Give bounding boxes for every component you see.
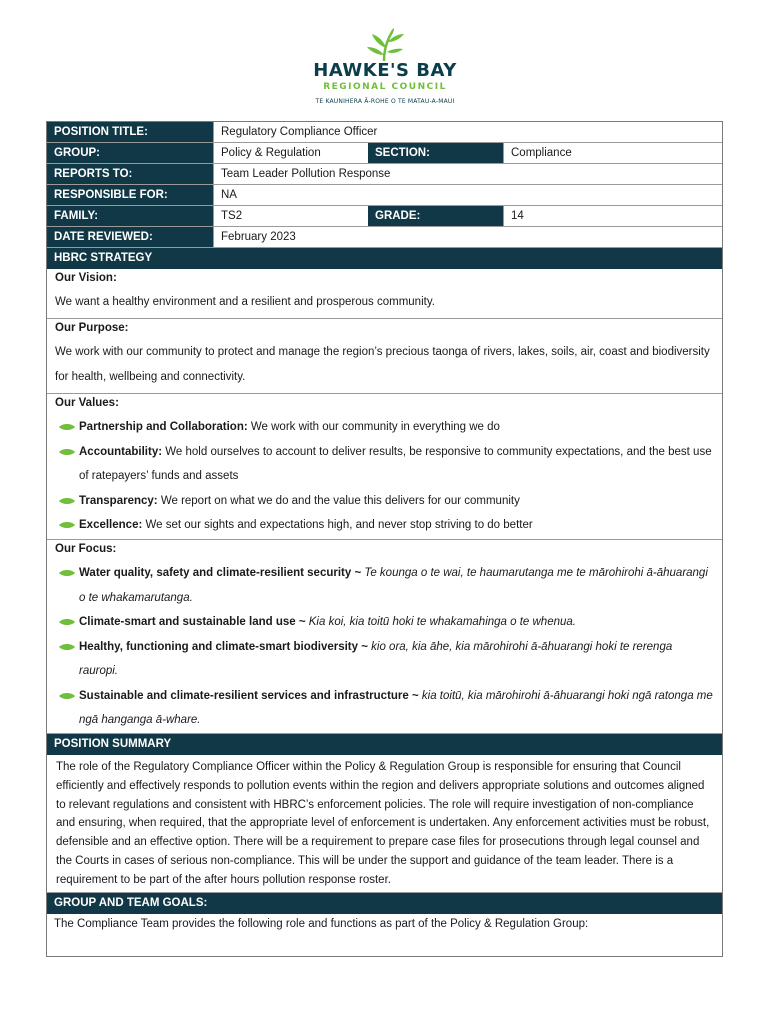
focus-maori-text: Kia koi, kia toitū hoki te whakamahinga o te whenua. xyxy=(308,616,576,628)
position-summary-heading: POSITION SUMMARY xyxy=(47,734,722,755)
focus-list xyxy=(55,561,714,733)
responsible-for-value: NA xyxy=(213,185,722,205)
position-title-label: POSITION TITLE: xyxy=(47,122,213,142)
value-title: Transparency: xyxy=(79,494,158,507)
focus-title: Climate-smart and sustainable land use ~ xyxy=(79,616,306,628)
value-title: Accountability: xyxy=(79,445,163,458)
fern-leaf-icon xyxy=(362,28,408,62)
value-text: We report on what we do and the value this delivers for our community xyxy=(160,494,520,507)
date-reviewed-row xyxy=(47,227,722,248)
focus-item xyxy=(55,635,714,684)
date-reviewed-value: February 2023 xyxy=(213,227,722,247)
purpose-section xyxy=(47,319,722,394)
reports-to-label: REPORTS TO: xyxy=(47,164,213,184)
leaf-bullet-icon xyxy=(59,644,75,650)
value-title: Excellence: xyxy=(79,519,143,531)
focus-item xyxy=(55,561,714,610)
section-value: Compliance xyxy=(503,143,722,163)
focus-title: Sustainable and climate-resilient services and infrastructure ~ xyxy=(79,689,419,702)
leaf-bullet-icon xyxy=(59,424,75,430)
section-label: SECTION: xyxy=(368,143,503,163)
responsible-for-row xyxy=(47,185,722,206)
group-team-goals-heading: GROUP AND TEAM GOALS: xyxy=(47,893,722,914)
focus-maori-text: Te kounga o te wai, te haumarutanga me te mārohirohi ā-āhuarangi o te whakamarutanga. xyxy=(79,567,708,604)
position-title-value: Regulatory Compliance Officer xyxy=(213,122,722,142)
values-label: Our Values: xyxy=(55,397,119,409)
leaf-bullet-icon xyxy=(59,619,75,625)
focus-item xyxy=(55,684,714,733)
date-reviewed-label: DATE REVIEWED: xyxy=(47,227,213,247)
leaf-bullet-icon xyxy=(59,570,75,576)
value-title: Partnership and Collaboration: xyxy=(79,421,248,433)
group-label: GROUP: xyxy=(47,143,213,163)
grade-label: GRADE: xyxy=(368,206,503,226)
focus-label: Our Focus: xyxy=(55,543,117,555)
focus-item xyxy=(55,610,714,635)
leaf-bullet-icon xyxy=(59,449,75,455)
vision-section xyxy=(47,269,722,319)
logo-title: HAWKE'S BAY xyxy=(313,60,457,81)
family-value: TS2 xyxy=(213,206,368,226)
values-list xyxy=(55,415,714,538)
logo-subtitle: REGIONAL COUNCIL xyxy=(323,82,447,92)
focus-maori-text: kio ora, kia āhe, kia mārohirohi ā-āhuarangi hoki te rerenga rauropi. xyxy=(79,640,673,677)
focus-section xyxy=(47,540,722,734)
position-summary-text: The role of the Regulatory Compliance Officer within the Policy & Regulation Group is responsible for ensuring that Council efficiently and effectively responds to pollution events within the region and delivers appropriate solutions and outcomes aligned to relevant regulations and consistent with HBRC’s enforcement policies. The role will require investigation of non-compliance and ensuring, when required, that the appropriate level of enforcement is undertaken. Any enforcement activities must be robust, defensible and an effective option. There will be a requirement to prepare case files for prosecutions through legal counsel and the Courts in cases of serious non-compliance. This will be under the support and guidance of the team leader. There is a requirement to be part of the after hours pollution response roster. xyxy=(47,755,722,893)
hbrc-strategy-heading: HBRC STRATEGY xyxy=(47,248,722,269)
value-text: We work with our community in everything we do xyxy=(250,421,500,433)
vision-label: Our Vision: xyxy=(55,272,117,284)
vision-text: We want a healthy environment and a resilient and prosperous community. xyxy=(55,296,435,308)
grade-value: 14 xyxy=(503,206,722,226)
leaf-bullet-icon xyxy=(59,693,75,699)
focus-title: Healthy, functioning and climate-smart biodiversity ~ xyxy=(79,640,368,653)
group-value: Policy & Regulation xyxy=(213,143,368,163)
value-item xyxy=(55,415,714,440)
purpose-text: We work with our community to protect and manage the region’s precious taonga of rivers, lakes, soils, air, coast and biodiversity for health, wellbeing and connectivity. xyxy=(55,346,710,383)
leaf-bullet-icon xyxy=(59,522,75,528)
value-item xyxy=(55,489,714,514)
logo-tagline: TE KAUNIHERA Ā-ROHE O TE MATAU-A-MAUI xyxy=(315,98,455,105)
responsible-for-label: RESPONSIBLE FOR: xyxy=(47,185,213,205)
focus-title: Water quality, safety and climate-resilient security ~ xyxy=(79,567,362,579)
position-title-row xyxy=(47,122,722,143)
position-description-table xyxy=(46,121,723,957)
group-team-goals-text: The Compliance Team provides the following role and functions as part of the Policy & Regulation Group: xyxy=(54,917,589,930)
leaf-bullet-icon xyxy=(59,498,75,504)
council-logo xyxy=(0,28,770,105)
value-text: We set our sights and expectations high, and never stop striving to do better xyxy=(145,519,533,531)
value-item xyxy=(55,440,714,489)
value-text: We hold ourselves to account to deliver results, be responsive to community expectations, and the best use of ratepayers’ funds and assets xyxy=(79,445,712,482)
value-item xyxy=(55,513,714,538)
reports-to-value: Team Leader Pollution Response xyxy=(213,164,722,184)
focus-maori-text: kia toitū, kia mārohirohi ā-āhuarangi hoki ngā ratonga me ngā hanganga ā-whare. xyxy=(79,689,713,726)
values-section xyxy=(47,394,722,540)
purpose-label: Our Purpose: xyxy=(55,322,129,334)
family-row xyxy=(47,206,722,227)
family-label: FAMILY: xyxy=(47,206,213,226)
reports-to-row xyxy=(47,164,722,185)
group-row xyxy=(47,143,722,164)
